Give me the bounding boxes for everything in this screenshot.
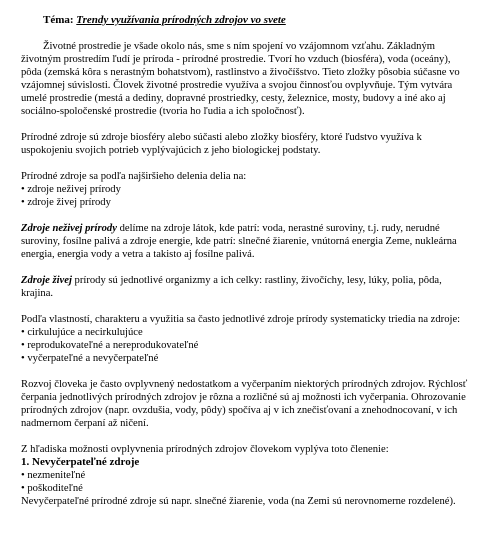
title-label: Téma: [43, 14, 74, 26]
document-title [43, 14, 472, 27]
title-text: Trendy využívania prírodných zdrojov vo svete [76, 14, 286, 26]
nonliving-text: delíme na zdroje látok, kde patrí: voda, nerastné suroviny, t.j. rudy, nerudné suroviny, fosílne palivá a zdroje energie, kde patrí: slnečné žiarenie, vnútorná energia Zeme, nukleárna energia, energia vody a vetra a takisto aj fosílne palivá. [21, 223, 457, 260]
list-item: • reprodukovateľné a nereprodukovateľné [21, 339, 472, 352]
nonliving-paragraph [21, 222, 472, 261]
classification-list [21, 326, 472, 365]
intro-paragraph: Životné prostredie je všade okolo nás, sme s ním spojení vo vzájomnom vzťahu. Základným životným prostredím ľudí je príroda - prírodné prostredie. Tvorí ho vzduch (biosféra), voda (oceány), pôda (zemská kôra s nerastným bohatstvom), rastlinstvo a živočíšstvo. Tieto zložky pôsobia súčasne vo vzájomnej súvislosti. Človek životné prostredie využíva a svojou činnosťou ovplyvňuje. Tým vytvára umelé prostredie (mestá a dediny, dopravné prostriedky, cesty, železnice, mosty, budovy a iné ako aj sociálno-spoločenské prostredie (tvoria ho ľudia a ich spoločnosť). [21, 41, 460, 117]
section-list [21, 469, 472, 495]
list-item: • poškoditeľné [21, 482, 472, 495]
list-item: • zdroje neživej prírody [21, 183, 472, 196]
nonliving-term: Zdroje neživej prírody [21, 223, 117, 234]
influence-intro: Z hľadiska možnosti ovplyvnenia prírodných zdrojov človekom vyplýva toto členenie: [21, 444, 389, 455]
division-intro: Prírodné zdroje sa podľa najširšieho delenia delia na: [21, 171, 247, 182]
list-item: • zdroje živej prírody [21, 196, 472, 209]
definition-paragraph: Prírodné zdroje sú zdroje biosféry alebo súčasti alebo zložky biosféry, ktoré ľudstvo využíva k uspokojeniu svojich potrieb vyplývajúcich z jeho biologickej podstaty. [21, 132, 422, 156]
list-item: • nezmeniteľné [21, 469, 472, 482]
list-item: • cirkulujúce a necirkulujúce [21, 326, 472, 339]
section-heading: 1. Nevyčerpateľné zdroje [21, 456, 140, 468]
living-paragraph [21, 274, 472, 300]
inexhaustible-paragraph: Nevyčerpateľné prírodné zdroje sú napr. slnečné žiarenie, voda (na Zemi sú nerovnomerne rozdelené). [21, 496, 456, 507]
living-term: Zdroje živej [21, 275, 72, 286]
list-item: • vyčerpateľné a nevyčerpateľné [21, 352, 472, 365]
classification-intro: Podľa vlastností, charakteru a využitia sa často jednotlivé zdroje prírody systematicky triedia na zdroje: [21, 314, 461, 325]
division-list [21, 183, 472, 209]
depletion-paragraph: Rozvoj človeka je často ovplyvnený nedostatkom a vyčerpaním niektorých prírodných zdrojov. Rýchlosť čerpania jednotlivých prírodných zdrojov je rôzna a rozličné sú aj možnosti ich vyčerpania. Ohrozovanie prírodných zdrojov (napr. ovzdušia, vody, pôdy) spočíva aj v ich znečisťovaní a znehodnocovaní, v ich nadmernom čerpaní až ničení. [21, 379, 468, 429]
living-text: prírody sú jednotlivé organizmy a ich celky: rastliny, živočíchy, lesy, lúky, polia, pôda, krajina. [21, 275, 442, 299]
